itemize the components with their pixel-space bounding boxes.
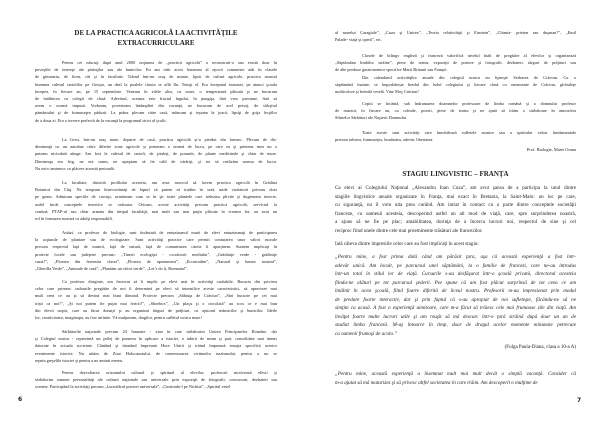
paragraph: [35, 136, 277, 172]
text-line: triști ca noi!”, „Şi noi putem fie puţin mai fericit!”, „Shoebox”, „Un plaçu şi o ciocolată” au scos ce e mai bun: [35, 300, 277, 306]
text-line: Botanică din Cluj. Ne simţeam binecuvântaţi de faptul că putem să trudim în seră, unde vizitatorii priveau doar: [35, 187, 277, 193]
text-line: mult ceea ce au şi să devină mai buni dăruind. Proiecte precum „Săbiuţa de Crăciun”, „Sări bucurie pe cei mai: [35, 293, 277, 299]
text-line: La liceu, într-un oraş mare, departe de casă, practica agricolă şi-a pierdut din farmec. Plecam de dis-: [62, 137, 277, 142]
text-line: de alte produse gastronomice specifice Marii Britanii sau Franţei.: [335, 67, 448, 73]
text-line: cu siguranţă, nu îl vom uita prea curând. Am intrat în contact cu o parte dintre conceptele societăţii: [335, 202, 576, 208]
text-line: precum respectul faţă de muncă, faţă de natură, faţă de comunitatea căreia îi aparţinem. Suntem implicaţi în: [35, 244, 277, 250]
text-line: Nu mi-o amintesc cu plăcere această perioadă.: [35, 165, 115, 171]
text-line: La facultate, datorită profilului acesteia, am avut norocul să facem practica agricolă în Grădina: [62, 180, 277, 185]
text-line: precum iubirea, frumuseţea, bunătatea, adevăr, libertatea.: [335, 137, 434, 143]
text-line: însemna culesul cartofilor pe Geoşia, un deal la poalele căruia se află Iîu. Totuşi el. Era începutul toamnei, pe atunci şcoala: [35, 81, 277, 87]
text-line: lor, creativitatea, imaginaţia, au fost infinite. Vă mulţumim, dragilor, pentru sufletul vostru mare!: [35, 314, 202, 320]
page-number: 7: [577, 397, 582, 404]
text-line: adevăr unică. Am locuit, pe parcursul unei săptămâni, la o familie de francezi, care ne-au introdus: [335, 262, 576, 269]
text-line: începea, în fiecare an, pe 15 septembrie. Veneam în zilele alea, cu soare, o temperatură plăcută şi ne bucuram: [35, 88, 277, 94]
text-line: întâlnit în acea şcoală, fiind foarte diferită de liceul nostru. Profesorii m-au impresionat prin modul: [335, 288, 576, 294]
title-line: EXTRACURRICULARE: [117, 39, 195, 47]
paragraph: [35, 328, 277, 364]
text-line: „Gherilla Verde”, „Animale de casă”, „Plantăm un viitor verde”, „Let’s do it, Romania!”.: [35, 265, 189, 271]
paragraph: [335, 29, 576, 43]
text-line: Ca elevi ai Colegiului Naţional „Alexandru Ioan Cuza”, am avut şansa de a participa la unul dintre: [335, 185, 576, 191]
text-line: „Pentru mine, această experienţă a însemnat mult mai mult decât o simplă vacanţă. Consider că: [335, 371, 576, 377]
quote: [335, 370, 576, 387]
text-line: astfel încât conceptele teoretice se ordonau. Oricum, aceste activităţi precum practica agricolă, serviciul la: [35, 201, 277, 207]
text-line: Palade- viaţă şi operă”, etc.: [335, 37, 383, 43]
text-line: datorate în actuala societate. Cântând şi dansând împreună Hora Unirii şi trăind împreună emoţia specifică acestor: [35, 343, 277, 349]
title-line: DE LA PRACTICA AGRICOLĂ LA ACTIVITĂȚILE: [74, 29, 238, 37]
text-line: învăţat foarte multe lucruri utile şi am reuşit să mă descurc într-o ţară străină după doar un an de: [335, 313, 576, 320]
article-title: [35, 28, 277, 48]
text-line: la acţiunile de plantare sau de ecologizare. Sunt activităţi practice care permit conturarea unor valori morale: [35, 237, 277, 243]
text-line: sărbătorim oameni personalităţi ale culturii naţionale sau universale prin expoziţii de fotografii, concursuri, dezbateri sau: [35, 377, 277, 383]
text-line: Clasele de bilingv engleză şi franceză valorifică nivelul înalt de pregătire al elevilor şi organizează: [362, 53, 576, 58]
paragraph: [335, 52, 576, 74]
text-line: simţim ca acasă. A fost o experienţă uimitoare, care m-a făcut să trăiesc cele mai frumoase zile din viaţă. Am: [335, 305, 576, 311]
text-line: Dimineaţa era frig, ne era somn, ne aşteptam să fie cald de vărăriţi, şi tot să realizăm norma de lucru.: [35, 158, 277, 164]
quote: [335, 253, 576, 338]
text-line: rol în formarea noastră ca adulţi responsabili.: [35, 215, 113, 221]
text-line: m-a ajutat să mă maturizez şi să privesc altfel societatea în care trăim. Am descoperit o mulţime de: [335, 379, 538, 386]
text-line: proiecte locale sau judeţene precum: „Tinerii ecologişti - ocrotitorii mediului”, „Grădiniţe verde - grădiniţe: [35, 251, 277, 257]
text-line: pământului şi de frumuseţea pădurii. La prânz plecam către casă, mâncam şi ieşeam la joacă, lipsiţi de grija lecţiilor: [35, 110, 277, 116]
text-line: cu oamenii frumoşi de acolo.”: [335, 330, 398, 337]
paragraph: [335, 184, 576, 235]
paragraph: [335, 100, 576, 122]
text-line: pe geam. Admiram speciile de cactuşi, urmăream cum se în şir toate plantele care trebuiau plivite şi dugeneam insecte,: [35, 194, 277, 200]
text-line: Astăzi, ca profesor de biologie, sunt încântată de entuziasmul marii de elevi entuziasmaţi de participarea: [62, 230, 277, 235]
text-line: reciproc fiind unele dintre cele mai proeminente trăsături ale francezilor.: [335, 227, 483, 234]
text-line: „Pentru mine, a fost prima dată când am părăsit ţara, aşa că această experienţă a fost într-: [335, 254, 576, 260]
paragraph: [35, 278, 277, 321]
text-line: Toate aceste sunt activităţi care înnobilează sufletele noastre sau a spiritului valori fundamentale: [362, 130, 576, 135]
paragraph: [35, 229, 277, 272]
text-line: puteam niciodată atinge. Am fost la culesul de cartofi, de ştiuleţi, de porumb, de plante medicinale şi chiar de mure.: [35, 151, 277, 157]
impressions-intro: Iată câteva dintre impresiile celor care au fost implicaţi în acest stagiu:: [335, 241, 479, 247]
paragraph: [35, 369, 277, 391]
text-line: evenimente istorice. Nu uităm de Ziua Holocaustului, de comemorarea victimelor nazismului, pentru a nu se: [35, 350, 277, 356]
text-line: franceze, cu oamenii acesteia, descoperind astfel un alt mod de viaţă, care, spre surprinderea noastră,: [335, 210, 576, 217]
text-line: şi Colegiul nostru - reprezintă un prilej de punerea în aplicare a istoriei, a iubirii de neam şi ţară, consolidate mai intens: [35, 336, 277, 342]
paragraph: [35, 59, 277, 124]
text-line: avem o normă impusă. Vorbeam, povesteam întâmplări din vacanţă, ne bucuram de acel peisaj, de sfârşitul: [35, 103, 277, 109]
page-number: 6: [18, 396, 23, 403]
text-line: de întâlnirea cu colegii de clasă. Adevărul, aceasta este fructul fugului, în pungiţa, fără vreo presiune, fără să: [35, 95, 277, 101]
text-line: Copiii se încântă, sub îndrumarea doamnelor profesoare de limba română şi a domnului profesor: [362, 101, 576, 106]
section-title: STAGIU LINGVISTIC – FRANȚA: [402, 170, 509, 178]
text-line: Pentru dezvoltarea orizontului cultural şi spiritual al elevilor, profesorii motivează elevii şi: [62, 370, 277, 375]
text-line: celor care primesc cadourile pregătite de noi îi determină pe elevi să intensifice aceste caracteristici, să aprecieze mai: [35, 286, 277, 292]
text-line: Din calendarul activităţilor anuale din colegiul nostru nu lipseşte Serbarea de Crăciun. Cu o: [362, 75, 576, 80]
author-signature: Prof. Biologie, Matei Orana: [526, 147, 576, 152]
text-line: Sfintelor Sărbători ale Naşterii Domnului.: [335, 115, 408, 121]
text-line: multicolore şi beteală veselă. Vine Moş Crăciun!: [335, 89, 419, 95]
paragraph: [35, 179, 277, 222]
text-line: Pentru cei născuţi după anul 2000 noţiunea de „practică agricolă” a reconstruit-o sau există doar în: [62, 60, 277, 65]
text-line: de muzică, în fiecare an, cu colinde, poezii, piese de teatru şi ne ajută să trăim o sărbătoare în atmosfera: [335, 108, 576, 114]
text-line: fiindu-ne alături pe tot parcursul şederii. Pot spune că am fost plăcut surprinsă de tot ceea ce am: [335, 279, 576, 286]
paragraph: [335, 74, 576, 96]
text-line: din elevii noştri, care au făcut donaţii şi au organizat târguri de prăjituri, cu ajutorul mămicilor şi bunicilor. Ideile: [35, 307, 277, 313]
text-line: repeta greşelile istoriei şi pentru a ne aminti mereu.: [35, 357, 124, 363]
right-page: [300, 0, 600, 424]
quote-signature: (Fulga Paula-Diana, clasa a 10-a A): [504, 345, 576, 350]
text-line: „Săptămâna limbilor străine”, piese de teatru, expoziţii de postere şi fotografii, dezbateri, târguri de prăjituri sau: [335, 60, 576, 66]
text-line: curat!”, „Floarea din fereastra clasei”, „Floarea de apartament”, „Ecostradim”, „Natural şi lumea noastră”,: [35, 258, 277, 264]
text-line: Ca profesor diriginte, am încercat să îi implic pe elevi mai în activităţi caritabile. Bucuria din privirea: [62, 279, 277, 284]
text-line: a ajuns să ne fie pe plac; amabilitatea, dorinţa de a încerca lucruri noi, respectul de sine şi cel: [335, 219, 576, 225]
text-line: scenete. Participând la activităţi precum „Luceafărul poeziei universale”, „Cinstindu-l pe Nichita”, „Spiritul vesel: [35, 384, 231, 390]
text-line: poveştile de tinereţe ale părinţilor sau ale bunicilor. Eu am trăit acest fenomen al epocii comuniste atât în clasele: [35, 67, 277, 73]
text-line: Sărbătorile naţionale precum 24 Ianuarie - ziua în care sărbătorim Unirea Principatelor Române, dar: [62, 329, 277, 334]
text-line: de predare foarte interactiv, dar şi prin faptul că s-au apropiat de noi sufleteşte, făcându-ne să ne: [335, 296, 576, 303]
text-line: de a doua zi. Era o trecere perfectă de la vacanţă la programul strict al şcolii.: [35, 117, 167, 123]
text-line: studiat limba franceză. M-aş întoarce în timp, doar de dragul acelor momente minunate petrecute: [335, 322, 576, 328]
text-line: dimineaţă cu un autobuz către diferite zone agricole şi primeam o normă de lucru, pe care eu şi prietena mea nu o: [35, 144, 277, 150]
paragraph: [335, 129, 576, 143]
text-line: într-un total în stilul lor de viaţă. Cursurile s-au desfăşurat într-o şcoală privată, directorul acesteia: [335, 271, 576, 277]
text-line: stagiile lingvistice anuale organizate în Franţa, mai exact în Bretania, la Saint-Malo: un loc pe care,: [335, 193, 576, 200]
text-line: cantină, PTAP-ul sau chiar armata din timpul facultăţii, mai mult sau mai puţin plăcute la vremea lor, au avut un: [35, 208, 277, 214]
text-line: al marelui Caragiale”, „Cuza şi Unirea”, „Teoria relativităţii şi Einstein”, „Chimia- prieten sau duşman?”, „Emil: [335, 30, 576, 35]
text-line: de gimnaziu, de liceu, cât şi în facultate. Trăind într-un oraş de munte, lipsit de culturi agricole, practica noastră: [35, 74, 277, 80]
text-line: săptămână înainte, se împodobeşte bradul din holul colegiului şi fiecare clasă cu ornamente de Crăciun, globuleţe: [335, 82, 576, 88]
